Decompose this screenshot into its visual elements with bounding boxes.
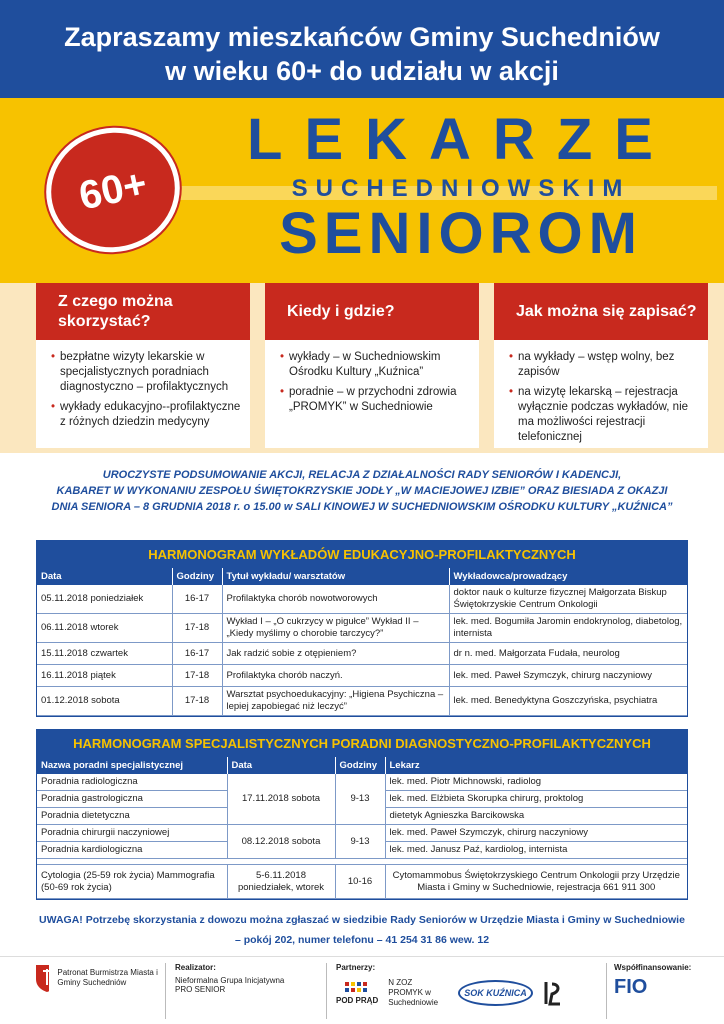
column-header: Godziny xyxy=(335,757,385,774)
column-item: • wykłady – w Suchedniowskim Ośrodku Kultury „Kuźnica” xyxy=(289,350,471,380)
cell-clinic: Poradnia kardiologiczna xyxy=(37,842,227,859)
podprad-logo xyxy=(336,982,378,1005)
info-column-what xyxy=(36,283,250,448)
column-title: Kiedy i gdzie? xyxy=(265,283,479,340)
cell-clinic: Poradnia radiologiczna xyxy=(37,774,227,791)
cell-hours: 17-18 xyxy=(172,614,222,643)
cell-lecturer: lek. med. Benedyktyna Goszczyńska, psychiatra xyxy=(449,687,687,716)
cell-doctor: lek. med. Janusz Paź, kardiolog, internista xyxy=(385,842,687,859)
cell-date: 08.12.2018 sobota xyxy=(227,825,335,859)
partners-label: Partnerzy: xyxy=(336,963,376,972)
footer xyxy=(0,956,724,1024)
column-header: Wykładowca/prowadzący xyxy=(449,568,687,585)
coat-of-arms-icon xyxy=(34,963,49,993)
lectures-table xyxy=(37,568,687,716)
column-header: Godziny xyxy=(172,568,222,585)
partners-section xyxy=(336,963,596,1008)
cell-date: 17.11.2018 sobota xyxy=(227,774,335,825)
column-header: Lekarz xyxy=(385,757,687,774)
cofinancing-label: Współfinansowanie: xyxy=(614,963,692,972)
cell-doctor: lek. med. Piotr Michnowski, radiolog xyxy=(385,774,687,791)
header-line-2: w wieku 60+ do udziału w akcji xyxy=(165,56,559,86)
rada-seniorow-logo xyxy=(543,980,561,1006)
hero-title-lekarze: LEKARZE xyxy=(247,107,675,172)
cell-clinic: Poradnia gastrologiczna xyxy=(37,791,227,808)
patron-section xyxy=(34,963,159,993)
cell-title: Jak radzić sobie z otępieniem? xyxy=(222,643,449,665)
nzoz-text: N ZOZ PROMYK w Suchedniowie xyxy=(388,978,439,1007)
table-row xyxy=(37,643,687,665)
cell-hours: 16-17 xyxy=(172,585,222,614)
age-badge: 60+ xyxy=(35,115,192,264)
cell-date: 15.11.2018 czwartek xyxy=(37,643,172,665)
cell-doctor: Cytomammobus Świętokrzyskiego Centrum Onkologii przy Urzędzie Miasta i Gminy w Suchedniowie, rejestracja 661 911 300 xyxy=(385,865,687,899)
cell-hours: 17-18 xyxy=(172,687,222,716)
info-column-how xyxy=(494,283,708,448)
event-line: DNIA SENIORA – 8 GRUDNIA 2018 r. o 15.00 w SALI KINOWEJ W SUCHEDNIOWSKIM OŚRODKU KULTURY „KUŹNICA” xyxy=(51,501,673,513)
cofinancing-section xyxy=(614,963,714,999)
organizer-section xyxy=(175,963,295,994)
column-title: Jak można się zapisać? xyxy=(494,283,708,340)
column-header: Data xyxy=(37,568,172,585)
column-title: Z czego można skorzystać? xyxy=(36,283,250,340)
info-columns xyxy=(0,283,724,453)
cell-title: Wykład I – „O cukrzycy w pigułce” Wykład II – „Kiedy myślimy o chorobie tarczycy?” xyxy=(222,614,449,643)
cell-lecturer: lek. med. Bogumiła Jaromin endokrynolog, diabetolog, internista xyxy=(449,614,687,643)
table-row xyxy=(37,665,687,687)
cell-clinic: Poradnia chirurgii naczyniowej xyxy=(37,825,227,842)
podprad-text: POD PRĄD xyxy=(336,995,379,1005)
transport-notice xyxy=(20,910,704,950)
cell-title: Profilaktyka chorób naczyń. xyxy=(222,665,449,687)
cell-hours: 10-16 xyxy=(335,865,385,899)
organizer-label: Realizator: xyxy=(175,963,216,972)
column-header: Data xyxy=(227,757,335,774)
table-row xyxy=(37,865,687,899)
cell-clinic: Cytologia (25-59 rok życia) Mammografia (50-69 rok życia) xyxy=(37,865,227,899)
cell-lecturer: lek. med. Paweł Szymczyk, chirurg naczyniowy xyxy=(449,665,687,687)
notice-line: UWAGA! Potrzebę skorzystania z dowozu można zgłaszać w siedzibie Rady Seniorów w Urzędzie Miasta i Gminy w Suchedniowie xyxy=(39,914,685,926)
clinics-title: HARMONOGRAM SPECJALISTYCZNYCH PORADNI DIAGNOSTYCZNO-PROFILAKTYCZNYCH xyxy=(37,730,687,757)
cell-doctor: lek. med. Elżbieta Skorupka chirurg, proktolog xyxy=(385,791,687,808)
cell-hours: 17-18 xyxy=(172,665,222,687)
cell-lecturer: doktor nauk o kulturze fizycznej Małgorzata Biskup Świętokrzyskie Centrum Onkologii xyxy=(449,585,687,614)
cell-clinic: Poradnia dietetyczna xyxy=(37,808,227,825)
cell-lecturer: dr n. med. Małgorzata Fudała, neurolog xyxy=(449,643,687,665)
organizer-text: Nieformalna Grupa Inicjatywna PRO SENIOR xyxy=(175,976,285,994)
header-line-1: Zapraszamy mieszkańców Gminy Suchedniów xyxy=(64,22,660,52)
cell-date: 06.11.2018 wtorek xyxy=(37,614,172,643)
header-banner xyxy=(0,0,724,98)
fio-logo: FIO xyxy=(614,976,648,998)
cell-title: Warsztat psychoedukacyjny: „Higiena Psychiczna – lepiej zapobiegać niż leczyć” xyxy=(222,687,449,716)
lectures-title: HARMONOGRAM WYKŁADÓW EDUKACYJNO-PROFILAKTYCZNYCH xyxy=(37,541,687,568)
cell-doctor: dietetyk Agnieszka Barcikowska xyxy=(385,808,687,825)
cell-date: 05.11.2018 poniedziałek xyxy=(37,585,172,614)
column-header: Nazwa poradni specjalistycznej xyxy=(37,757,227,774)
info-column-when xyxy=(265,283,479,448)
cell-date: 5-6.11.2018 poniedziałek, wtorek xyxy=(227,865,335,899)
clinics-schedule xyxy=(36,729,688,900)
table-row xyxy=(37,825,687,842)
cell-hours: 9-13 xyxy=(335,825,385,859)
cell-date: 16.11.2018 piątek xyxy=(37,665,172,687)
column-header: Tytuł wykładu/ warsztatów xyxy=(222,568,449,585)
sok-logo: SOK KUŹNICA xyxy=(458,980,533,1006)
cell-hours: 16-17 xyxy=(172,643,222,665)
lectures-schedule xyxy=(36,540,688,717)
event-announcement xyxy=(30,467,694,515)
patron-text: Patronat Burmistrza Miasta i Gminy Suchedniów xyxy=(57,968,158,987)
cell-date: 01.12.2018 sobota xyxy=(37,687,172,716)
event-line: UROCZYSTE PODSUMOWANIE AKCJI, RELACJA Z DZIAŁALNOŚCI RADY SENIORÓW I KADENCJI, xyxy=(102,469,622,481)
table-row xyxy=(37,774,687,791)
column-item: • wykłady edukacyjno-‑profilaktyczne z różnych dziedzin medycyny xyxy=(60,400,242,430)
column-item: • poradnie – w przychodni zdrowia „PROMYK” w Suchedniowie xyxy=(289,385,471,415)
table-row xyxy=(37,585,687,614)
hero-title-seniorom: SENIOROM xyxy=(279,201,643,266)
cell-title: Profilaktyka chorób nowotworowych xyxy=(222,585,449,614)
clinics-table xyxy=(37,757,687,899)
notice-line: – pokój 202, numer telefonu – 41 254 31 86 wew. 12 xyxy=(234,934,490,946)
event-line: KABARET W WYKONANIU ZESPOŁU ŚWIĘTOKRZYSKIE JODŁY „W MACIEJOWEJ IZBIE” ORAZ BIESIADA Z OKAZJI xyxy=(56,485,668,497)
cell-doctor: lek. med. Paweł Szymczyk, chirurg naczyniowy xyxy=(385,825,687,842)
column-item: • bezpłatne wizyty lekarskie w specjalistycznych poradniach diagnostyczno – profilaktycznych xyxy=(60,350,242,395)
table-row xyxy=(37,687,687,716)
column-item: • na wykłady – wstęp wolny, bez zapisów xyxy=(518,350,700,380)
cell-hours: 9-13 xyxy=(335,774,385,825)
hero-banner xyxy=(0,98,724,283)
column-item: • na wizytę lekarską – rejestracja wyłącznie podczas wykładów, nie ma możliwości rejestracji telefonicznej xyxy=(518,385,700,445)
hero-title-suchedniowskim: SUCHEDNIOWSKIM xyxy=(291,175,631,202)
table-row xyxy=(37,614,687,643)
